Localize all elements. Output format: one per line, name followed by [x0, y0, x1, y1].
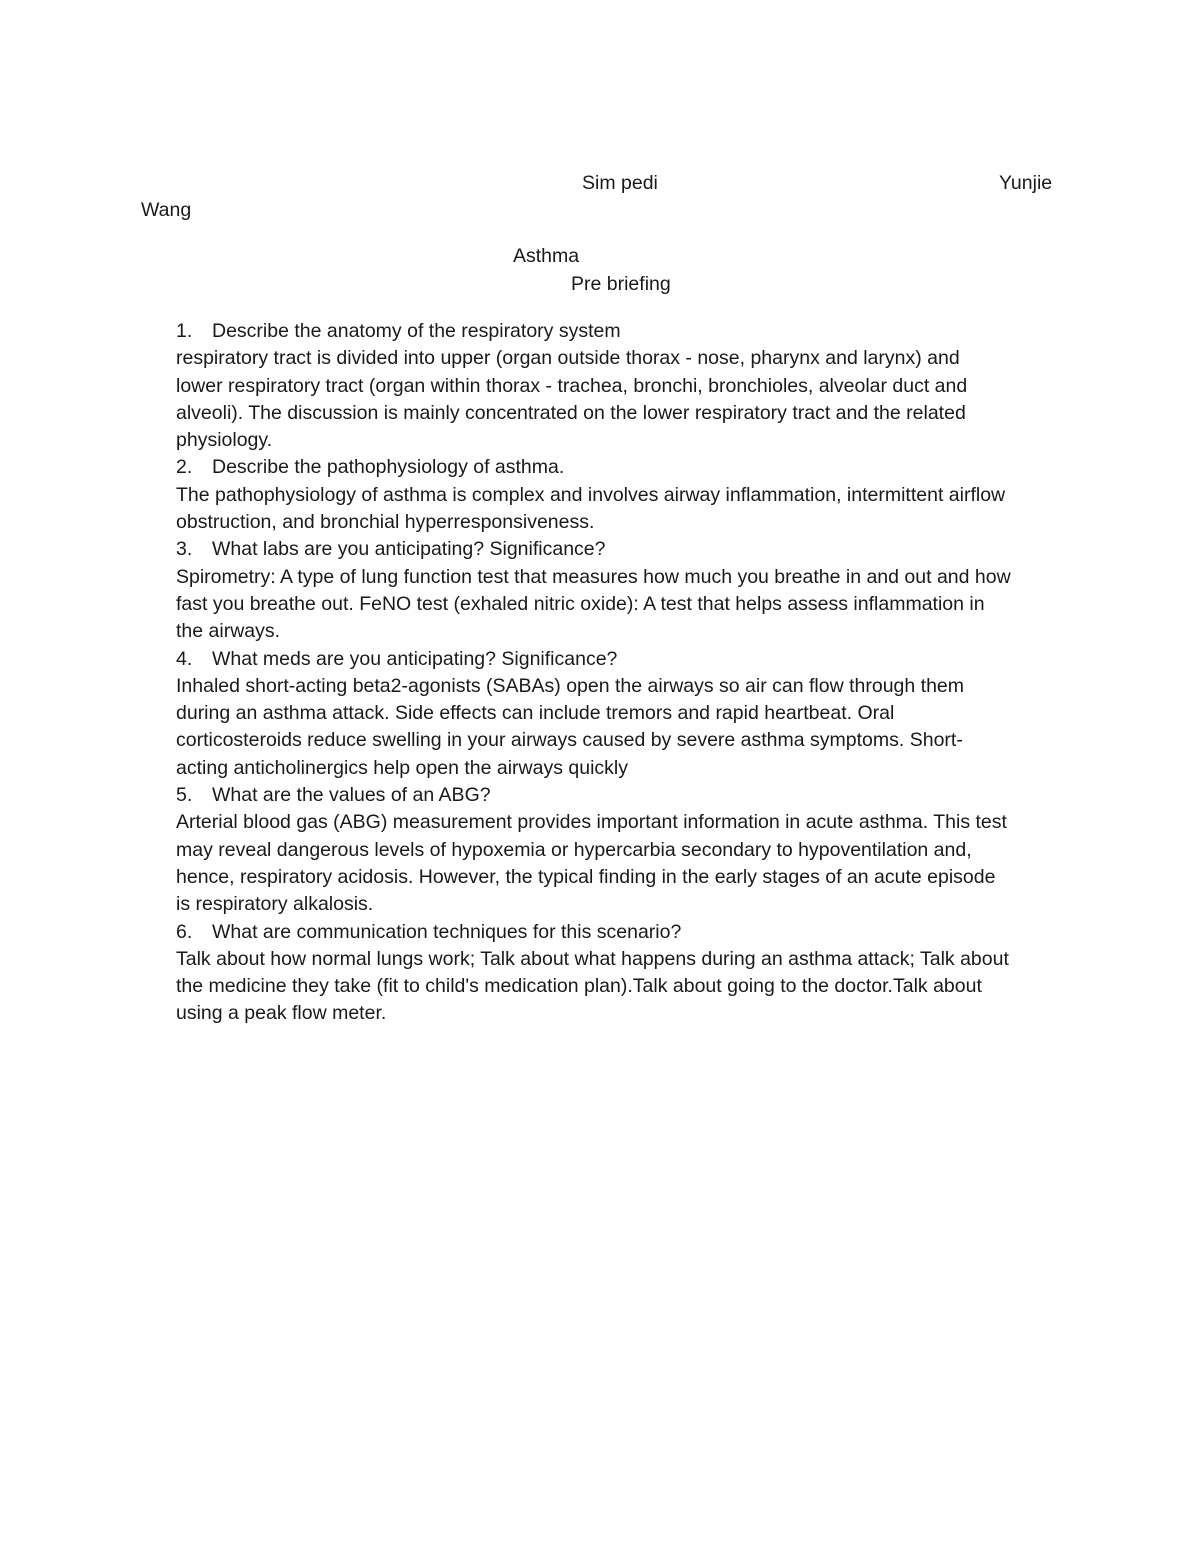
- question: [176, 919, 1076, 946]
- answer-line: fast you breathe out. FeNO test (exhaled nitric oxide): A test that helps assess inflammation in: [176, 592, 985, 615]
- list-item: [176, 919, 1076, 1028]
- answer: [176, 345, 1076, 454]
- answer: [176, 673, 1076, 782]
- answer-line: physiology.: [176, 429, 273, 452]
- answer-line: during an asthma attack. Side effects can include tremors and rapid heartbeat. Oral: [176, 702, 895, 725]
- question: [176, 318, 1076, 345]
- answer-line: may reveal dangerous levels of hypoxemia or hypercarbia secondary to hypoventilation and,: [176, 838, 972, 861]
- answer-line: hence, respiratory acidosis. However, the typical finding in the early stages of an acute episode: [176, 865, 996, 888]
- question-number: 1.: [176, 320, 193, 342]
- answer-line: Talk about how normal lungs work; Talk about what happens during an asthma attack; Talk about: [176, 947, 1009, 970]
- answer-line: using a peak flow meter.: [176, 1002, 387, 1025]
- list-item: [176, 646, 1076, 782]
- list-item: [176, 454, 1076, 536]
- answer-line: corticosteroids reduce swelling in your airways caused by severe asthma symptoms. Short-: [176, 729, 963, 752]
- question-text: What are communication techniques for this scenario?: [212, 920, 682, 943]
- answer-line: obstruction, and bronchial hyperresponsiveness.: [176, 511, 595, 534]
- question-number: 3.: [176, 538, 193, 561]
- question-text: What meds are you anticipating? Significance?: [212, 647, 618, 670]
- question-list: [176, 318, 1076, 1028]
- answer-line: alveoli). The discussion is mainly concentrated on the lower respiratory tract and the related: [176, 401, 966, 424]
- answer: [176, 809, 1076, 918]
- question-number: 2.: [176, 456, 193, 479]
- answer: [176, 946, 1076, 1028]
- question-text: What labs are you anticipating? Significance?: [212, 538, 606, 561]
- answer-line: acting anticholinergics help open the airways quickly: [176, 756, 629, 779]
- question: [176, 646, 1076, 673]
- course-name: Sim pedi: [582, 172, 658, 194]
- answer-line: is respiratory alkalosis.: [176, 893, 374, 916]
- answer-line: Spirometry: A type of lung function test that measures how much you breathe in and out and how: [176, 565, 1011, 588]
- author-first-name: Yunjie: [999, 172, 1053, 194]
- question-text: Describe the anatomy of the respiratory system: [212, 320, 621, 342]
- answer-line: the airways.: [176, 620, 281, 643]
- question: [176, 454, 1076, 481]
- author-last-name: Wang: [141, 199, 192, 221]
- question: [176, 782, 1076, 809]
- answer-line: Inhaled short-acting beta2-agonists (SABAs) open the airways so air can flow through them: [176, 674, 965, 697]
- question: [176, 536, 1076, 563]
- question-text: Describe the pathophysiology of asthma.: [212, 456, 565, 479]
- answer: [176, 482, 1076, 537]
- answer-line: lower respiratory tract (organ within thorax - trachea, bronchi, bronchioles, alveolar duct and: [176, 374, 968, 397]
- answer-line: respiratory tract is divided into upper (organ outside thorax - nose, pharynx and larynx) and: [176, 347, 960, 370]
- document-title: Asthma: [513, 245, 580, 267]
- answer: [176, 564, 1076, 646]
- question-number: 5.: [176, 784, 193, 807]
- question-text: What are the values of an ABG?: [212, 784, 491, 807]
- list-item: [176, 318, 1076, 454]
- list-item: [176, 536, 1076, 645]
- answer-line: The pathophysiology of asthma is complex and involves airway inflammation, intermittent airflow: [176, 483, 1006, 506]
- answer-line: Arterial blood gas (ABG) measurement provides important information in acute asthma. This test: [176, 811, 1007, 834]
- list-item: [176, 782, 1076, 918]
- question-number: 6.: [176, 920, 193, 943]
- document-subtitle: Pre briefing: [571, 273, 671, 295]
- question-number: 4.: [176, 647, 193, 670]
- answer-line: the medicine they take (fit to child's medication plan).Talk about going to the doctor.Talk about: [176, 975, 982, 998]
